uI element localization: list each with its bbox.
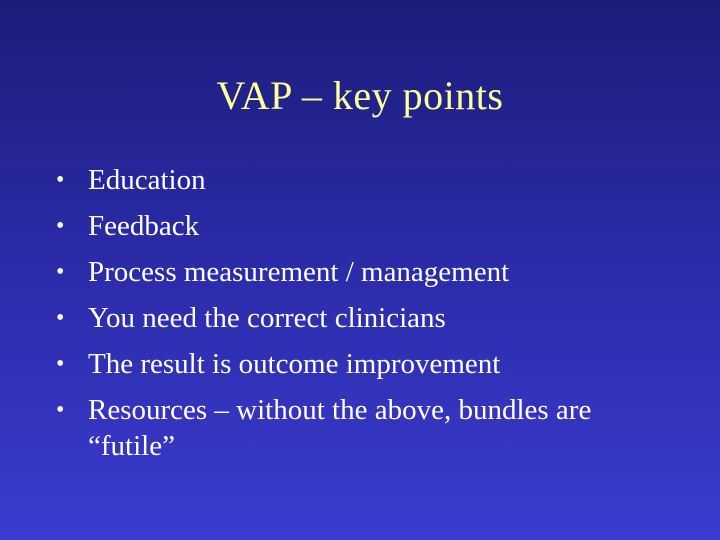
- list-item: [54, 208, 684, 244]
- bullet-list: [54, 162, 684, 474]
- list-item: [54, 254, 684, 290]
- bullet-icon: •: [56, 305, 65, 331]
- bullet-icon: •: [56, 167, 65, 193]
- list-item: [54, 300, 684, 336]
- bullet-text: Feedback: [88, 210, 200, 242]
- bullet-text: You need the correct clinicians: [88, 302, 446, 334]
- bullet-text: Resources – without the above, bundles are “futile”: [88, 394, 592, 462]
- list-item: [54, 392, 684, 464]
- list-item: [54, 162, 684, 198]
- bullet-text: Process measurement / management: [88, 256, 510, 288]
- bullet-icon: •: [56, 259, 65, 285]
- slide-title: VAP – key points: [216, 73, 504, 118]
- bullet-icon: •: [56, 351, 65, 377]
- bullet-icon: •: [56, 213, 65, 239]
- bullet-icon: •: [56, 397, 65, 423]
- bullet-text: The result is outcome improvement: [88, 348, 501, 380]
- list-item: [54, 346, 684, 382]
- bullet-text: Education: [88, 164, 206, 196]
